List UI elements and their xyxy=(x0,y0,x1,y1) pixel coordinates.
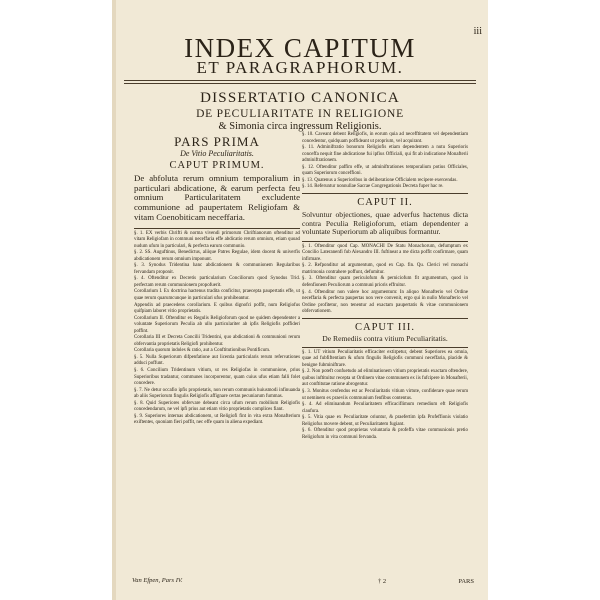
part-subheading: De Vitio Peculiaritatis. xyxy=(180,149,254,158)
index-entry: §. 4. Ad eliminandum Peculiaritatem efficaciflimum remedium eft Religiofis claufura. xyxy=(302,402,468,414)
index-entry: Corollarium I. Ex doctrina hactenus tradita conficitur, praecepta paupertatis effe, ut quae rerum quarumcunque in particulari ufus prohibeantur. xyxy=(134,289,300,301)
index-entry: §. 8. Quid Superiores obfervare debeant circa ufum rerum mobilium Religiofis concedendarum, ne vel ipfi prius aut etiam vitio proprietatis complices fiant. xyxy=(134,400,300,413)
index-entry: §. 5. Nulla Superiorum difpenfatione aut licentia particularis rerum refervationes adduci poffunt. xyxy=(134,354,300,367)
index-entry: Corollaria III et Decreta Concilii Tridentini, quo abdicationi & communioni rerum obfervantia proprietatis Religiofi prohibentur. xyxy=(134,335,300,347)
title-rule-double xyxy=(124,83,476,84)
index-entry: §. 2. Refponditur ad argumentum, quod ex Cap. fin. Qu. Clerici vel monachi matrimonia contrahere poffunt, defumitur. xyxy=(302,263,468,275)
chapter-2-heading: CAPUT II. xyxy=(357,196,413,208)
left-column xyxy=(134,132,300,427)
footer-author: Van Efpen, Pars IV. xyxy=(132,577,183,584)
chapter-3-subheading: De Remediis contra vitium Peculiaritatis. xyxy=(322,333,448,343)
index-entry: §. 1. UT vitium Peculiaritatis efficaciter extirpetur, debent Superiores ea omnia, quae ad fubfiftentiam & ufum fingulis Religiofis communi neceffaria, placide & benigne fubminiftrare. xyxy=(302,349,468,368)
index-entry: §. 6. Concilium Tridentinum vitium, ut res Religiofas in communione, prius Superioribus tradantur, communes incorporentur, quam cuius ufus etiam falli folet concedere. xyxy=(134,368,300,387)
index-entry: §. 3. Monitus cenfendus est ac Peculiaritatis vitium virtute, confiderare quae rerum ut neminem ex praeviis communium fenfibus contentus. xyxy=(302,389,468,401)
title-rule xyxy=(124,80,476,81)
section-rule xyxy=(302,347,468,348)
index-entry: §. 5. Vitia quae ex Peculiaritate oriuntur, & praefertim ipfa Profeffionis violatio Religiofus movere debent, ut Peculiaritatem fugiant. xyxy=(302,415,468,427)
index-title: INDEX CAPITUM xyxy=(184,33,416,63)
index-entry: §. 2. Non poteft confuetudo ad eliminationem vitium proprietatis exactam oftendere, quibus inftituitur recepta ut Ordinem vitae communem ex iis fufcipere in Monafterii, aut conftitutae ratione abrogentur. xyxy=(302,369,468,388)
index-entry: §. 7. Ne detur occafio ipfis proprietatis, non rerum communis huiusmodi infinuanda ab aliis Superiorum fingulis Religiofis affignare certas pecuniarum fummas. xyxy=(134,387,300,400)
index-entry: Appendix ad praecedens corollarium. E quibus dignofci poffit, num Religiofus quifpiam laboret vitio proprietatis. xyxy=(134,302,300,315)
chapter-3-heading: CAPUT III. xyxy=(355,321,415,333)
index-entry: §. 1. EX verbis Chrifti & norma vivendi primorum Chriftianorum oftenditur ad vitam Religiofam in communi neceffaria effe abdicatio rerum omnium, etiam quoad nudum ufum in particulari, & perfecta earum communio. xyxy=(134,230,300,249)
index-entry: Corollarium II. Oftenditur ex Regulis Religioforum quod ne quidem dependenter a voluntate Superiorum Peculia ab ullo particulariter ab ipfis Religiofis poffideri poffint. xyxy=(134,315,300,334)
dissertation-title: DISSERTATIO CANONICA xyxy=(200,90,400,106)
dissertation-subtitle-2: & Simonia circa ingressum Religionis. xyxy=(218,121,382,132)
index-subtitle: ET PARAGRAPHORUM. xyxy=(196,58,404,77)
chapter-summary: De abfoluta rerum omnium temporalium in particulari abdicatione, & earum perfecta feu omnium Particularitatem excludente communione ad paupertatem Religiofam & vitam Coenobiticam neceffaria. xyxy=(134,173,300,222)
index-entry: §. 3. Oftenditur quam periculofum & perniciofum fit argumentum, quod in defenfionem Peculiorum a communi prioris effruitur. xyxy=(302,276,468,288)
page-number: iii xyxy=(473,26,482,37)
book-page xyxy=(112,0,488,600)
part-heading: PARS PRIMA xyxy=(174,134,260,149)
section-rule xyxy=(302,193,468,194)
chapter-heading: CAPUT PRIMUM. xyxy=(169,160,265,171)
index-entry: §. 12. Oftenditur paffim effe, ut adminiftrationes temporalium potius Officiales, quam Superiorum conceffioni. xyxy=(302,164,468,177)
right-column xyxy=(302,132,468,441)
dissertation-subtitle: DE PECULIARITATE IN RELIGIONE xyxy=(196,108,404,120)
catchword: PARS xyxy=(458,578,474,585)
index-entry: §. 10. Caveant debent Religiofis, in eorum quia ad necefftitatem vel dependentiam concedentur, quidquam poffideant ut proprium, vel acquirant. xyxy=(302,132,468,144)
index-entry: §. 14. Referuntur nonnullae Sacrae Congregationis Decreta fuper hac re. xyxy=(302,184,444,190)
index-entry: §. 1. Oftenditur quod Cap. MONACHI De Statu Monachorum, defumptum ex Concilio Lateranenfi fub Alexandro III. fuftineat a me dicta poffit confirmare, quam infirmare. xyxy=(302,243,468,262)
index-entry: §. 3. Synodus Tridentina hanc abdicationem & communionem Regularibus fervandam proponit. xyxy=(134,263,300,275)
chapter-2-summary: Solvuntur objectiones, quae adverfus hactenus dicta contra Peculia Religioforum, etiam dependenter a voluntate Superiorum ab aliquibus formantur. xyxy=(302,209,468,237)
index-entry: §. 9. Superiores internas abdicationem, ut Religiofi fint in vita extra Monafterium exiftentes, quoniam fieri poffit, nec effe quam in aliena expediant. xyxy=(134,413,300,426)
index-entry: §. 2. SS. Auguftinus, Benedictus, aliique Patres Regulae, idem docent & univerfis abdicationem rerum omnium imponunt. xyxy=(134,250,300,262)
index-entry: Corollaria quorum indoles & ratio, aut a Conftitutionibus Pontificum. xyxy=(134,348,271,354)
index-entry: §. 4. Oftenditur ex Decretis particularium Conciliorum quod Synodus Trid. perfectam rerum communionem propofuerit. xyxy=(134,276,300,288)
section-rule xyxy=(302,241,468,242)
section-rule xyxy=(302,318,468,319)
index-entry: §. 4. Oftenditur non valere hoc argumentum: In aliquo Monafterio vel Ordine neceffaria & perfecta paupertas non vere convenit, ergo qui in nullo Monafterio vel Ordine profitetur, non tenentur ad exactam paupertatis & vitae communionem obfervationem. xyxy=(302,289,468,315)
section-rule xyxy=(134,228,300,229)
signature-mark: † 2 xyxy=(378,578,387,585)
index-entry: §. 13. Quatenus a Superioribus in deliberatione Officialem recipere exercendas. xyxy=(302,177,458,183)
index-entry: §. 11. Adminiftratio bonorum Religiofis etiam dependentem a nutu Superioris conceffa nequit fine abdicatione fui ipfius Officiali, qui fit ab indicatione Monafterii adminiftrationem. xyxy=(302,145,468,164)
index-entry: §. 6. Oftenditur quod proprietas voluntaria & profeffa vitae communionis pretio Religiofum in vita communi fervanda. xyxy=(302,428,468,440)
